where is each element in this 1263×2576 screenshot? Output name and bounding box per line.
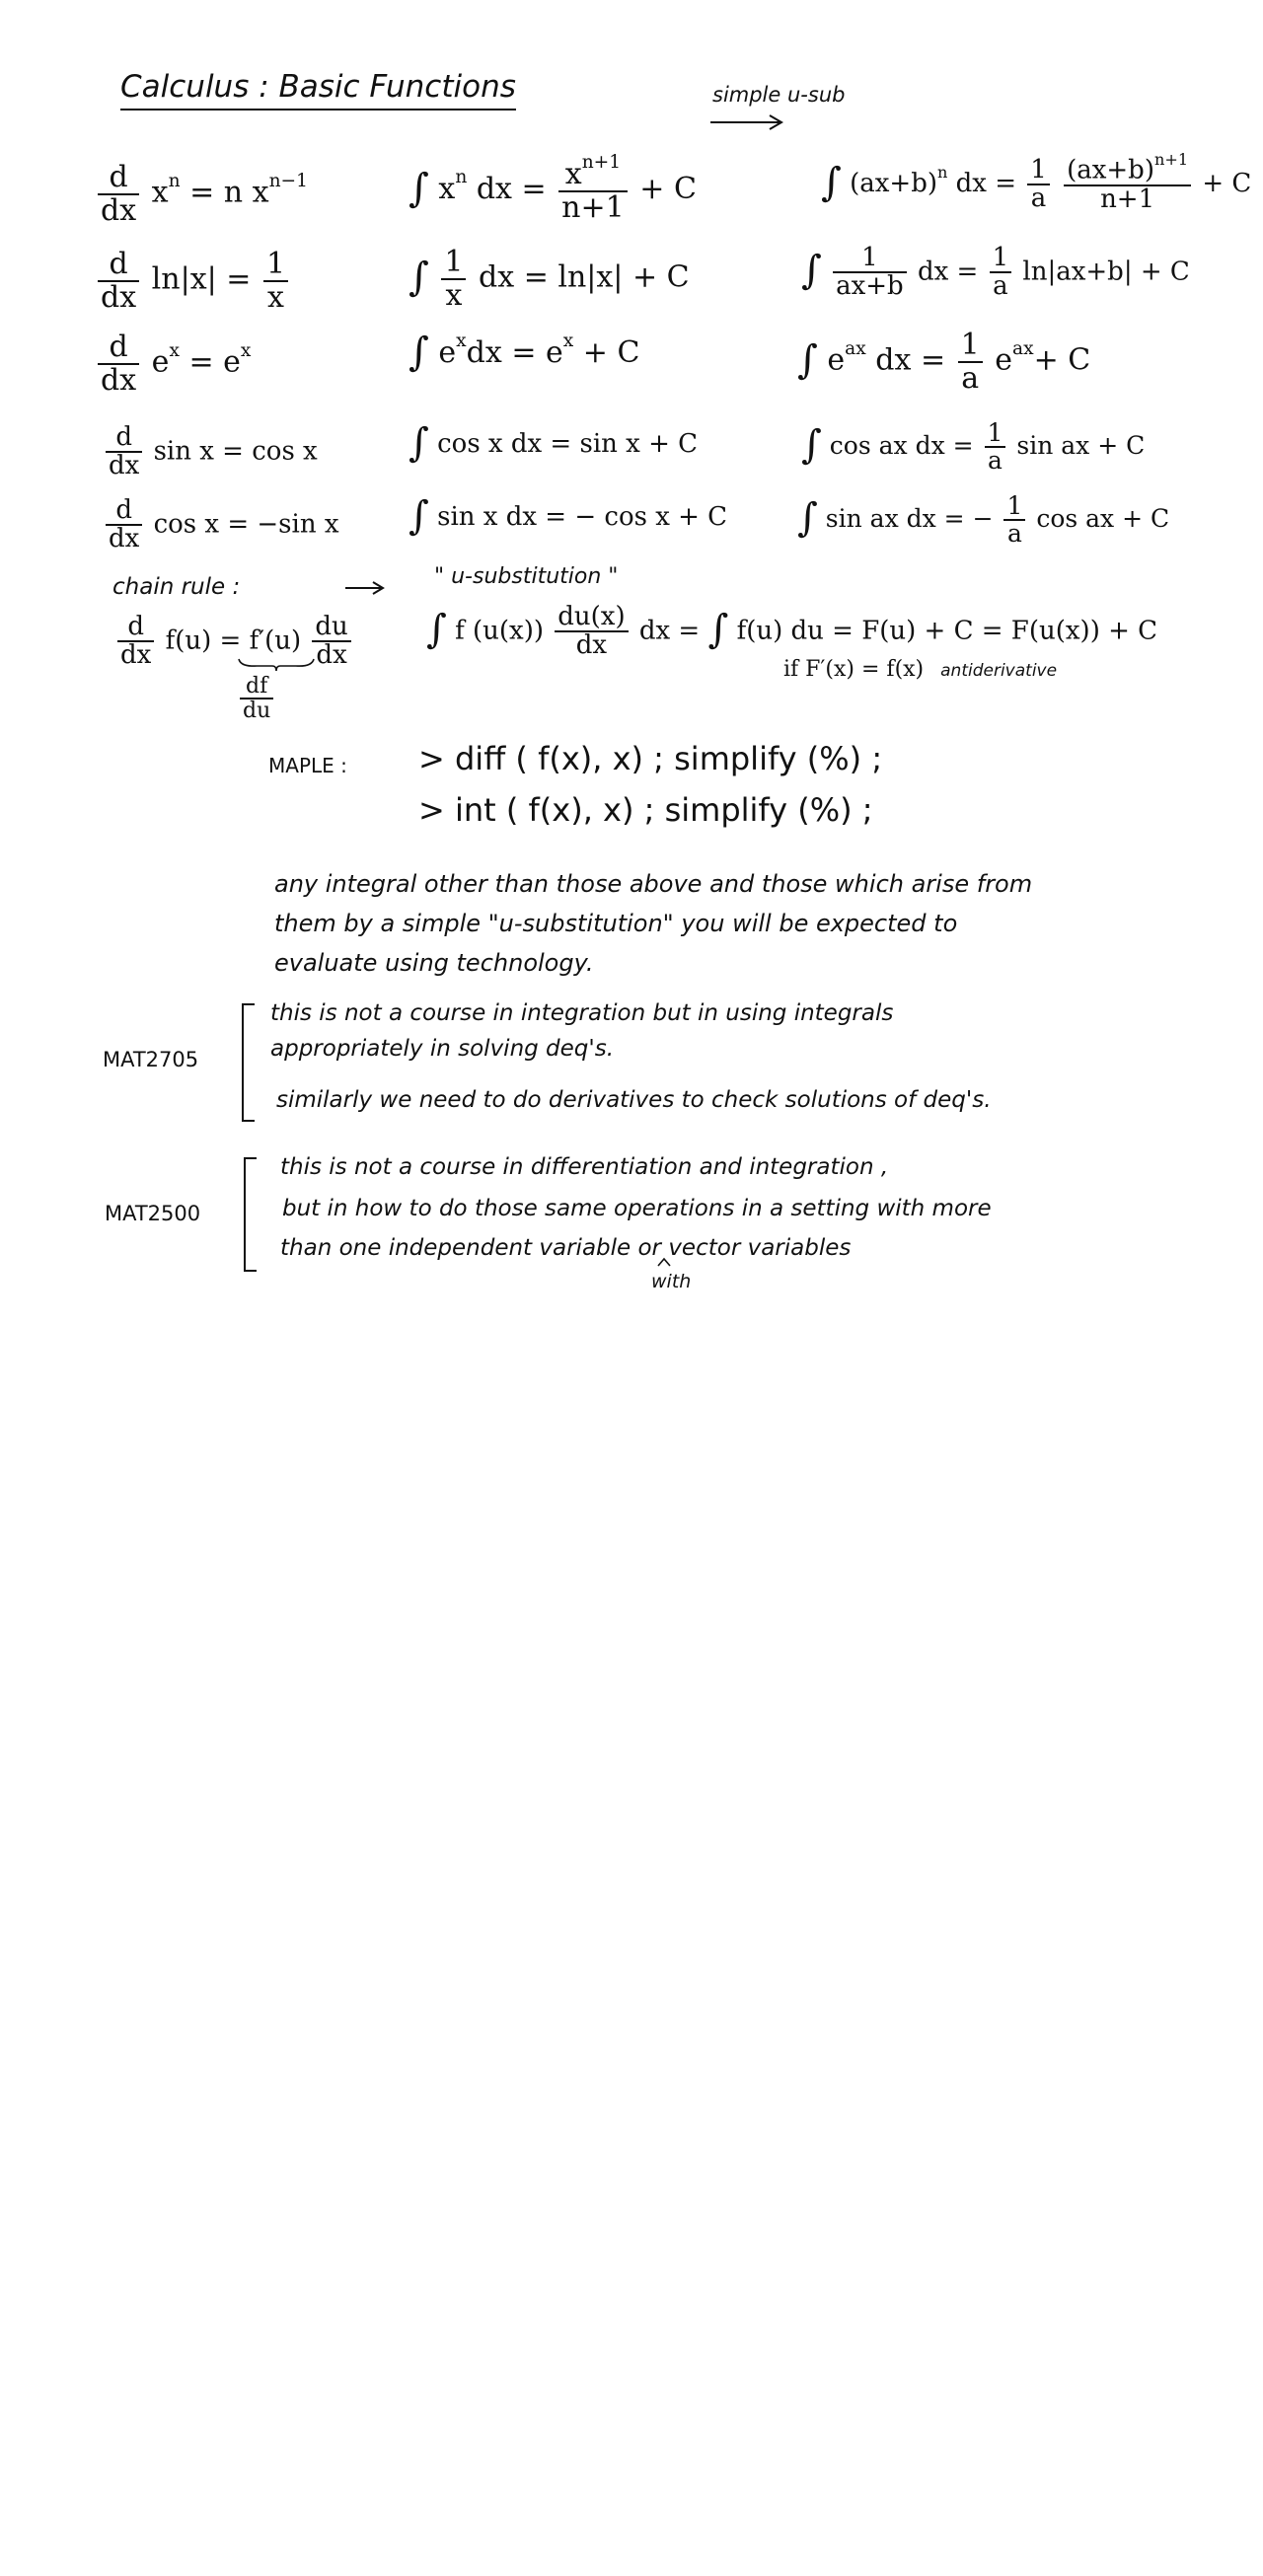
- technology-note-line: them by a simple "u-substitution" you will be expected to: [274, 910, 958, 937]
- maple-label: MAPLE :: [268, 754, 347, 777]
- d-dx-operator: $\frac{d}{dx}$: [117, 614, 154, 670]
- underbrace-icon: [237, 657, 316, 673]
- df-du-note: [237, 675, 276, 722]
- integral-sign: ∫: [409, 420, 429, 466]
- derivative-ln: $\frac{d}{dx}$ ln|x| = $\frac{1}{x}$: [95, 249, 291, 313]
- integral-sign: ∫: [409, 166, 429, 211]
- technology-note-line: evaluate using technology.: [274, 949, 594, 977]
- coefficient-fraction: $\frac{1}{a}$: [1027, 157, 1050, 213]
- chain-rule-formula: $\frac{d}{dx}$ f(u) = f′(u) $\frac{du}{dx}$: [114, 614, 354, 670]
- integral-sin: ∫ sin x dx = − cos x + C: [409, 493, 728, 539]
- right-arrow-icon: [708, 112, 787, 132]
- maple-int-command: > int ( f(x), x) ; simplify (%) ;: [418, 791, 873, 829]
- integral-scaled-cos: ∫ cos ax dx = $\frac{1}{a}$ sin ax + C: [801, 418, 1146, 476]
- power-fraction: $\frac{(ax+b)^{n+1}}{n+1}$: [1064, 156, 1191, 213]
- du-dx-fraction: $\frac{du}{dx}$: [312, 614, 350, 670]
- reciprocal-fraction: $\frac{1}{x}$: [441, 247, 466, 311]
- caret-insert-icon: [657, 1257, 671, 1267]
- integral-scaled-sin: ∫ sin ax dx = − $\frac{1}{a}$ cos ax + C: [797, 491, 1170, 549]
- d-dx-operator: $\frac{d}{dx}$: [98, 331, 139, 396]
- d-dx-operator: $\frac{d}{dx}$: [98, 162, 139, 226]
- power-rule-fraction: $\frac{x^{n+1}}{n+1}$: [558, 158, 628, 223]
- inserted-word: with: [651, 1271, 692, 1292]
- derivative-cos: $\frac{d}{dx}$ cos x = −sin x: [103, 497, 339, 553]
- coefficient-fraction: $\frac{1}{a}$: [985, 420, 1006, 475]
- integral-sign: ∫: [797, 495, 818, 542]
- left-bracket-icon: [239, 1156, 260, 1275]
- integral-reciprocal: ∫ $\frac{1}{x}$ dx = ln|x| + C: [409, 245, 690, 313]
- mat2500-note-line: this is not a course in differentiation and integration ,: [280, 1154, 889, 1180]
- u-substitution-formula: ∫ f (u(x)) $\frac{du(x)}{dx}$ dx = ∫ f(u) du = F(u) + C = F(u(x)) + C: [426, 602, 1158, 661]
- d-dx-operator: $\frac{d}{dx}$: [98, 249, 139, 313]
- left-bracket-icon: [237, 1002, 259, 1125]
- integral-linear-reciprocal: ∫ $\frac{1}{ax+b}$ dx = $\frac{1}{a}$ ln|ax+b| + C: [801, 243, 1190, 302]
- derivative-exp: $\frac{d}{dx}$ $e^x = e^x$: [95, 331, 251, 396]
- df-du-fraction: $\frac{df}{du}$: [240, 675, 273, 722]
- mat2705-note-line: similarly we need to do derivatives to check solutions of deq's.: [276, 1087, 992, 1113]
- d-dx-operator: $\frac{d}{dx}$: [106, 497, 142, 553]
- linear-reciprocal-fraction: $\frac{1}{ax+b}$: [833, 245, 907, 301]
- antiderivative-condition: if F′(x) = f(x) antiderivative: [783, 657, 1058, 682]
- integral-sign: ∫: [409, 330, 429, 375]
- coefficient-fraction: $\frac{1}{a}$: [990, 245, 1012, 301]
- integral-sign: ∫: [426, 607, 447, 653]
- integral-cos: ∫ cos x dx = sin x + C: [409, 420, 699, 466]
- coefficient-fraction: $\frac{1}{a}$: [958, 330, 983, 394]
- usub-column-note: simple u-sub: [712, 83, 846, 107]
- du-dx-fraction: $\frac{du(x)}{dx}$: [555, 604, 628, 660]
- integral-power-rule: ∫ $x^n$ dx = $\frac{x^{n+1}}{n+1}$ + C: [409, 152, 697, 225]
- integral-linear-power: ∫ $(ax+b)^n$ dx = $\frac{1}{a}$ $\frac{(ax+b)^{n+1}}{n+1}$ + C: [821, 149, 1252, 214]
- mat2705-note-line: this is not a course in integration but in using integrals: [270, 1000, 894, 1026]
- technology-note: [274, 864, 1032, 983]
- integral-exp: ∫ $e^xdx = e^x + C$: [409, 330, 640, 375]
- u-substitution-label: " u-substitution ": [434, 564, 619, 589]
- coefficient-fraction: $\frac{1}{a}$: [1003, 493, 1025, 548]
- integral-scaled-exp: ∫ $e^{ax}$ dx = $\frac{1}{a}$ $e^{ax}+ C$: [797, 328, 1091, 396]
- integral-sign: ∫: [409, 493, 429, 539]
- reciprocal-fraction: $\frac{1}{x}$: [263, 249, 288, 313]
- integral-sign: ∫: [707, 607, 729, 653]
- maple-diff-command: > diff ( f(x), x) ; simplify (%) ;: [418, 740, 883, 777]
- integral-sign: ∫: [409, 254, 429, 300]
- integral-sign: ∫: [801, 248, 822, 294]
- derivative-sin: $\frac{d}{dx}$ sin x = cos x: [103, 424, 318, 480]
- mat2500-note-line: than one independent variable or vector variables: [280, 1235, 852, 1261]
- integral-sign: ∫: [801, 422, 822, 469]
- course-code-mat2500: MAT2500: [105, 1202, 201, 1225]
- course-code-mat2705: MAT2705: [103, 1048, 199, 1071]
- right-arrow-icon: [343, 580, 389, 596]
- mat2705-note-line: appropriately in solving deq's.: [270, 1036, 615, 1062]
- integral-sign: ∫: [797, 336, 818, 383]
- technology-note-line: any integral other than those above and those which arise from: [274, 870, 1033, 898]
- integral-sign: ∫: [821, 160, 842, 206]
- d-dx-operator: $\frac{d}{dx}$: [106, 424, 142, 480]
- chain-rule-label: chain rule :: [112, 574, 241, 600]
- derivative-power-rule: $\frac{d}{dx}$ $x^n = n$ $x^{n-1}$: [95, 162, 308, 226]
- mat2500-note-line: but in how to do those same operations in a setting with more: [282, 1196, 992, 1221]
- page-title: Calculus : Basic Functions: [120, 69, 516, 110]
